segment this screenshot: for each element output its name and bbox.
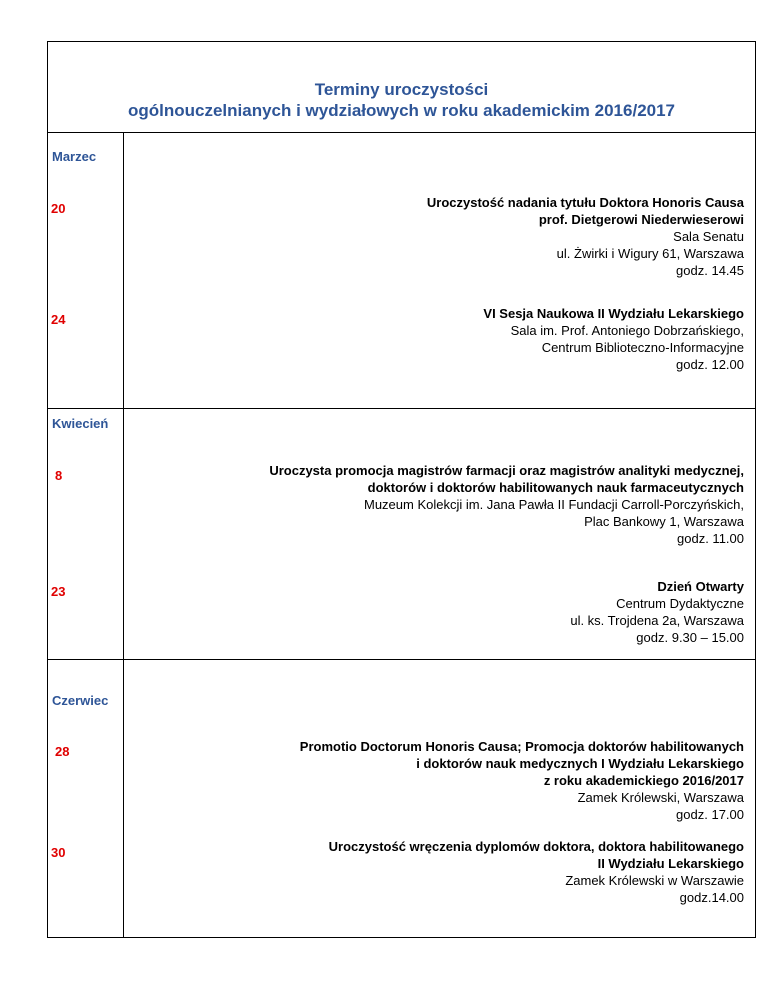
event-info-line: godz. 14.45: [676, 263, 744, 278]
event-info-line: Zamek Królewski w Warszawie: [565, 873, 744, 888]
event-info-line: godz. 9.30 – 15.00: [636, 630, 744, 645]
event-title-line: VI Sesja Naukowa II Wydziału Lekarskiego: [483, 306, 744, 321]
event-details: [0, 462, 744, 547]
event-info-line: Sala im. Prof. Antoniego Dobrzańskiego,: [510, 323, 744, 338]
event-day: 23: [51, 584, 66, 599]
event-title-line: z roku akademickiego 2016/2017: [543, 773, 744, 788]
event-info-line: Zamek Królewski, Warszawa: [577, 790, 744, 805]
event-info-line: ul. ks. Trojdena 2a, Warszawa: [570, 613, 744, 628]
event-info-line: godz. 12.00: [676, 357, 744, 372]
month-march: Marzec: [52, 149, 97, 164]
event-day: 20: [51, 201, 66, 216]
event-day: 24: [51, 312, 66, 327]
event-info-line: Plac Bankowy 1, Warszawa: [584, 514, 744, 529]
event-details: [0, 578, 744, 646]
title-cell: [48, 42, 755, 133]
title-line-2: ogólnouczelnianych i wydziałowych w roku akademickim 2016/2017: [127, 101, 676, 120]
event-details: [0, 305, 744, 373]
event-info-line: godz. 11.00: [677, 531, 744, 546]
event-info-line: godz.14.00: [679, 890, 744, 905]
row-divider-june: [48, 659, 755, 660]
event-details: [0, 738, 744, 823]
month-june: Czerwiec: [52, 693, 109, 708]
event-info-line: Muzeum Kolekcji im. Jana Pawła II Fundacji Carroll-Porczyńskich,: [363, 497, 744, 512]
title-line-1: Terminy uroczystości: [314, 80, 489, 99]
event-info-line: ul. Żwirki i Wigury 61, Warszawa: [556, 246, 744, 261]
event-title-line: Promotio Doctorum Honoris Causa; Promocja doktorów habilitowanych: [299, 739, 744, 754]
event-title-line: Uroczysta promocja magistrów farmacji oraz magistrów analityki medycznej,: [269, 463, 744, 478]
event-day: 8: [55, 468, 63, 483]
event-details: [0, 194, 744, 279]
event-title-line: doktorów i doktorów habilitowanych nauk farmaceutycznych: [367, 480, 744, 495]
event-title-line: Uroczystość nadania tytułu Doktora Honoris Causa: [426, 195, 744, 210]
event-title-line: Uroczystość wręczenia dyplomów doktora, doktora habilitowanego: [328, 839, 744, 854]
event-title-line: Dzień Otwarty: [657, 579, 744, 594]
event-day: 28: [55, 744, 70, 759]
event-info-line: Centrum Dydaktyczne: [616, 596, 744, 611]
event-details: [0, 838, 744, 906]
event-title-line: prof. Dietgerowi Niederwieserowi: [538, 212, 744, 227]
event-title-line: i doktorów nauk medycznych I Wydziału Lekarskiego: [416, 756, 744, 771]
event-info-line: Sala Senatu: [673, 229, 744, 244]
row-divider-april: [48, 408, 755, 409]
event-title-line: II Wydziału Lekarskiego: [597, 856, 744, 871]
event-day: 30: [51, 845, 66, 860]
event-info-line: Centrum Biblioteczno-Informacyjne: [541, 340, 744, 355]
event-info-line: godz. 17.00: [676, 807, 744, 822]
month-april: Kwiecień: [52, 416, 109, 431]
